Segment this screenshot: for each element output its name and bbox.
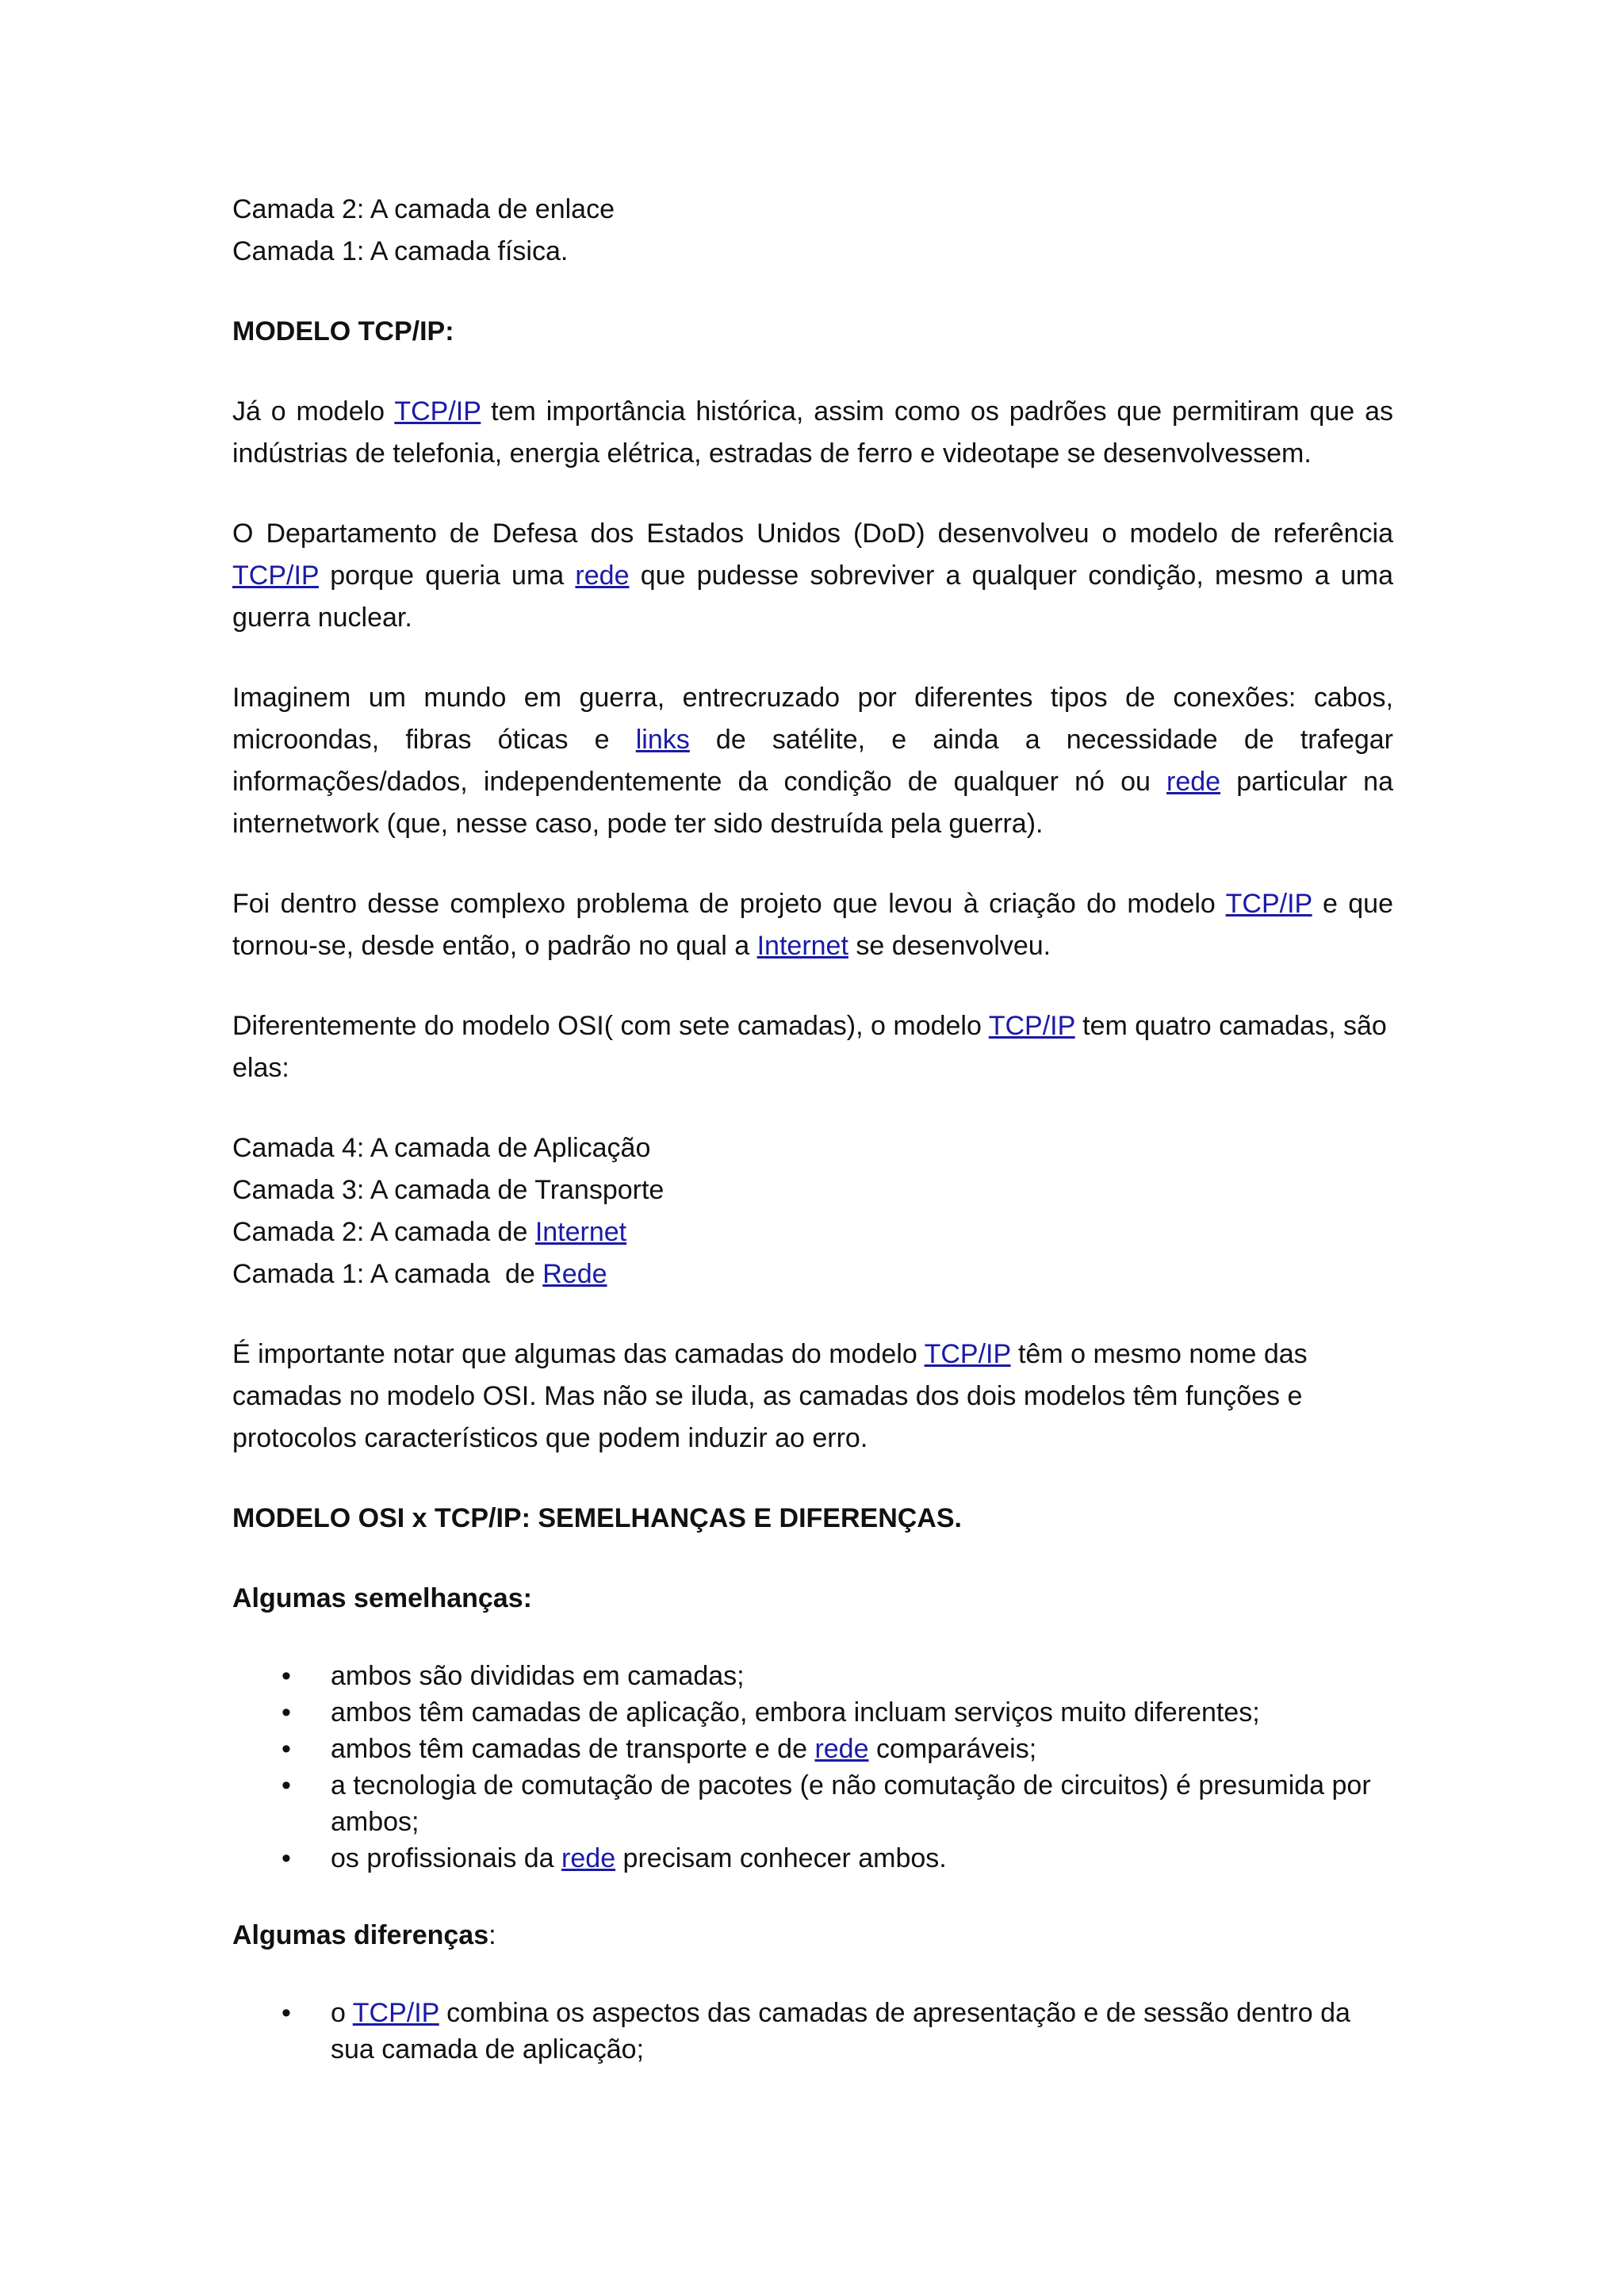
text-span: de satélite, e ainda a necessidade de trafegar informações/dados, independentemente da condição de qualquer nó ou — [232, 725, 1394, 797]
list-item — [232, 1767, 1393, 1840]
list-item-text: ambos são divididas em camadas; — [331, 1661, 745, 1691]
tcpip-link[interactable]: TCP/IP — [988, 1011, 1075, 1041]
paragraph-four-layers — [232, 1005, 1393, 1089]
paragraph-dod — [232, 513, 1393, 639]
document-page — [232, 189, 1393, 2106]
paragraph-same-names — [232, 1334, 1393, 1460]
text-span: Imaginem um mundo em guerra, entrecruzado por diferentes tipos de conexões: cabos, microondas, fibras óticas e — [232, 683, 1393, 755]
text-span: Diferentemente do modelo OSI( com sete camadas), o modelo — [232, 1011, 989, 1041]
tcpip-link[interactable]: TCP/IP — [352, 1998, 439, 2028]
text-span: O Departamento de Defesa dos Estados Unidos (DoD) desenvolveu o modelo de referência — [232, 519, 1393, 549]
tcpip-link[interactable]: TCP/IP — [1225, 889, 1312, 919]
text-span: Camada 1: A camada de — [232, 1259, 543, 1289]
list-item-text: o — [331, 1998, 353, 2028]
text-span: tem quatro camadas, são elas: — [232, 1011, 1387, 1083]
list-item-text: comparáveis; — [868, 1734, 1037, 1764]
list-item — [232, 1694, 1393, 1731]
text-span: têm o mesmo nome das camadas no modelo OSI. Mas não se iluda, as camadas dos dois modelos têm funções e protocolos característicos que podem induzir ao erro. — [232, 1339, 1308, 1453]
tcpip-heading: MODELO TCP/IP: — [232, 316, 454, 346]
list-item-text: a tecnologia de comutação de pacotes (e não comutação de circuitos) é presumida por ambos; — [331, 1770, 1371, 1837]
text-span: Foi dentro desse complexo problema de projeto que levou à criação do modelo — [232, 889, 1226, 919]
paragraph-historical-importance — [232, 391, 1393, 475]
bullet-icon: • — [282, 1661, 291, 1691]
osi-layer-2-line: Camada 2: A camada de enlace — [232, 194, 615, 224]
text-span: e que tornou-se, desde então, o padrão no qual a — [232, 889, 1393, 961]
text-span: Já o modelo — [232, 396, 395, 427]
tcpip-layer-4: Camada 4: A camada de Aplicação — [232, 1133, 651, 1163]
text-span: que pudesse sobreviver a qualquer condição, mesmo a uma guerra nuclear. — [232, 561, 1393, 633]
internet-link[interactable]: Internet — [534, 1217, 627, 1247]
similarities-list — [232, 1658, 1393, 1877]
list-item — [232, 1840, 1393, 1877]
differences-heading-colon: : — [488, 1920, 496, 1950]
internet-link[interactable]: Internet — [756, 931, 848, 961]
text-span: particular na internetwork (que, nesse caso, pode ter sido destruída pela guerra). — [232, 767, 1393, 839]
tcpip-link[interactable]: TCP/IP — [394, 396, 481, 427]
tcpip-link[interactable]: TCP/IP — [232, 561, 319, 591]
bullet-icon: • — [282, 1998, 291, 2028]
list-item — [232, 1658, 1393, 1694]
text-span: tem importância histórica, assim como os padrões que permitiram que as indústrias de telefonia, energia elétrica, estradas de ferro e videotape se desenvolvessem. — [232, 396, 1393, 469]
paragraph-world-at-war — [232, 677, 1393, 845]
bullet-icon: • — [282, 1770, 291, 1800]
differences-heading-text: Algumas diferenças — [232, 1920, 489, 1950]
osi-layer-1-line: Camada 1: A camada física. — [232, 236, 569, 266]
differences-list — [232, 1995, 1393, 2068]
rede-link[interactable]: rede — [561, 1843, 616, 1873]
text-span: porque queria uma — [318, 561, 576, 591]
tcpip-link[interactable]: TCP/IP — [924, 1339, 1011, 1369]
comparison-heading: MODELO OSI x TCP/IP: SEMELHANÇAS E DIFERENÇAS. — [232, 1503, 962, 1533]
rede-link[interactable]: rede — [814, 1734, 869, 1764]
text-span: Camada 2: A camada de — [232, 1217, 535, 1247]
tcpip-layer-3: Camada 3: A camada de Transporte — [232, 1175, 665, 1205]
bullet-icon: • — [282, 1697, 291, 1728]
text-span: se desenvolveu. — [848, 931, 1051, 961]
bullet-icon: • — [282, 1734, 291, 1764]
differences-heading — [232, 1915, 1393, 1957]
list-item-text: ambos têm camadas de aplicação, embora incluam serviços muito diferentes; — [331, 1697, 1260, 1728]
list-item-text: combina os aspectos das camadas de apresentação e de sessão dentro da sua camada de aplicação; — [331, 1998, 1350, 2064]
bullet-icon: • — [282, 1843, 291, 1873]
tcpip-layer-1 — [232, 1253, 1393, 1295]
rede-link[interactable]: rede — [575, 561, 630, 591]
tcpip-layer-2 — [232, 1211, 1393, 1253]
rede-link[interactable]: Rede — [542, 1259, 607, 1289]
list-item-text: os profissionais da — [331, 1843, 562, 1873]
list-item — [232, 1995, 1393, 2068]
tcpip-layer-list — [232, 1127, 1393, 1295]
list-item — [232, 1731, 1393, 1767]
similarities-heading: Algumas semelhanças: — [232, 1583, 532, 1613]
text-span: É importante notar que algumas das camadas do modelo — [232, 1339, 925, 1369]
links-link[interactable]: links — [635, 725, 690, 755]
list-item-text: ambos têm camadas de transporte e de — [331, 1734, 815, 1764]
list-item-text: precisam conhecer ambos. — [615, 1843, 947, 1873]
rede-link[interactable]: rede — [1166, 767, 1221, 797]
paragraph-design-problem — [232, 883, 1393, 967]
